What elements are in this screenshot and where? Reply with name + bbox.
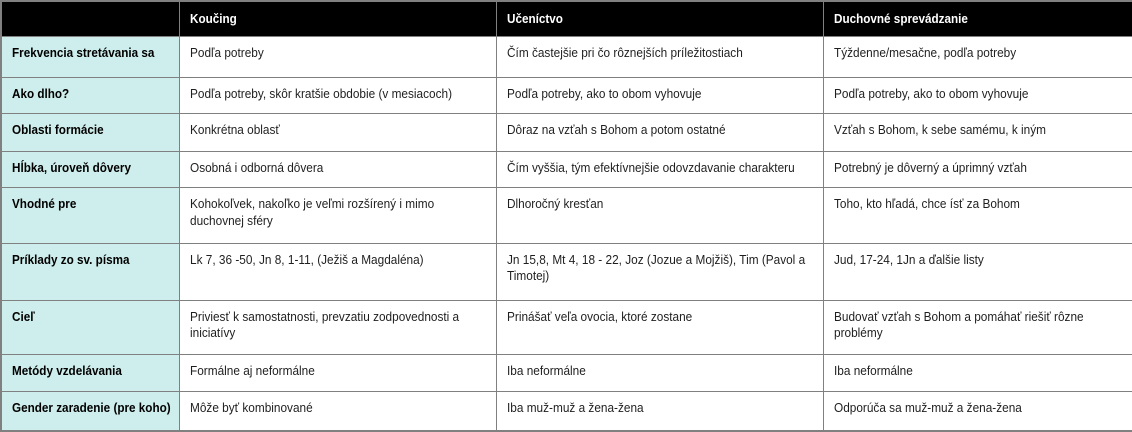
- table-row-hlbka-dovery: [2, 151, 1132, 188]
- cell-oblasti-duchovne: Vzťah s Bohom, k sebe samému, k iným: [824, 113, 1132, 151]
- row-header-metody: Metódy vzdelávania: [2, 355, 180, 392]
- cell-hlbka-koucing: Osobná i odborná dôvera: [180, 151, 497, 188]
- comparison-table: [1, 1, 1132, 431]
- header-cell-ucenictvo: Učeníctvo: [497, 2, 824, 37]
- cell-vhodne-duchovne: Toho, kto hľadá, chce ísť za Bohom: [824, 188, 1132, 243]
- header-cell-empty: [2, 2, 180, 37]
- cell-priklady-ucenictvo: Jn 15,8, Mt 4, 18 - 22, Joz (Jozue a Mojžiš), Tim (Pavol a Timotej): [497, 243, 824, 300]
- row-header-priklady-pisma: Príklady zo sv. písma: [2, 243, 180, 300]
- cell-frekvencia-ucenictvo: Čím častejšie pri čo rôznejších príležitostiach: [497, 37, 824, 78]
- cell-vhodne-koucing: Kohokoľvek, nakoľko je veľmi rozšírený i mimo duchovnej sféry: [180, 188, 497, 243]
- row-header-vhodne-pre: Vhodné pre: [2, 188, 180, 243]
- cell-ciel-duchovne: Budovať vzťah s Bohom a pomáhať riešiť rôzne problémy: [824, 300, 1132, 354]
- cell-frekvencia-koucing: Podľa potreby: [180, 37, 497, 78]
- row-header-gender: Gender zaradenie (pre koho): [2, 392, 180, 431]
- header-cell-duchovne-sprevadzanie: Duchovné sprevádzanie: [824, 2, 1132, 37]
- cell-ciel-koucing: Priviesť k samostatnosti, prevzatiu zodpovednosti a iniciatívy: [180, 300, 497, 354]
- cell-priklady-koucing: Lk 7, 36 -50, Jn 8, 1-11, (Ježiš a Magdaléna): [180, 243, 497, 300]
- table-row-vhodne-pre: [2, 188, 1132, 243]
- cell-hlbka-duchovne: Potrebný je dôverný a úprimný vzťah: [824, 151, 1132, 188]
- cell-gender-koucing: Môže byť kombinované: [180, 392, 497, 431]
- table-row-frekvencia: [2, 37, 1132, 78]
- cell-frekvencia-duchovne: Týždenne/mesačne, podľa potreby: [824, 37, 1132, 78]
- row-header-ako-dlho: Ako dlho?: [2, 77, 180, 113]
- cell-gender-duchovne: Odporúča sa muž-muž a žena-žena: [824, 392, 1132, 431]
- row-header-ciel: Cieľ: [2, 300, 180, 354]
- table-row-oblasti-formacie: [2, 113, 1132, 151]
- header-row: [2, 2, 1132, 37]
- cell-ako-dlho-duchovne: Podľa potreby, ako to obom vyhovuje: [824, 77, 1132, 113]
- cell-ako-dlho-koucing: Podľa potreby, skôr kratšie obdobie (v mesiacoch): [180, 77, 497, 113]
- row-header-oblasti-formacie: Oblasti formácie: [2, 113, 180, 151]
- cell-gender-ucenictvo: Iba muž-muž a žena-žena: [497, 392, 824, 431]
- table-row-ciel: [2, 300, 1132, 354]
- cell-hlbka-ucenictvo: Čím vyššia, tým efektívnejšie odovzdavanie charakteru: [497, 151, 824, 188]
- row-header-frekvencia: Frekvencia stretávania sa: [2, 37, 180, 78]
- cell-vhodne-ucenictvo: Dlhoročný kresťan: [497, 188, 824, 243]
- cell-ciel-ucenictvo: Prinášať veľa ovocia, ktoré zostane: [497, 300, 824, 354]
- table-row-metody: [2, 355, 1132, 392]
- row-header-hlbka-dovery: Hĺbka, úroveň dôvery: [2, 151, 180, 188]
- cell-oblasti-koucing: Konkrétna oblasť: [180, 113, 497, 151]
- cell-ako-dlho-ucenictvo: Podľa potreby, ako to obom vyhovuje: [497, 77, 824, 113]
- header-cell-koucing: Koučing: [180, 2, 497, 37]
- table-row-gender: [2, 392, 1132, 431]
- cell-metody-koucing: Formálne aj neformálne: [180, 355, 497, 392]
- table-row-ako-dlho: [2, 77, 1132, 113]
- cell-metody-duchovne: Iba neformálne: [824, 355, 1132, 392]
- table-row-priklady-pisma: [2, 243, 1132, 300]
- cell-oblasti-ucenictvo: Dôraz na vzťah s Bohom a potom ostatné: [497, 113, 824, 151]
- cell-priklady-duchovne: Jud, 17-24, 1Jn a ďalšie listy: [824, 243, 1132, 300]
- cell-metody-ucenictvo: Iba neformálne: [497, 355, 824, 392]
